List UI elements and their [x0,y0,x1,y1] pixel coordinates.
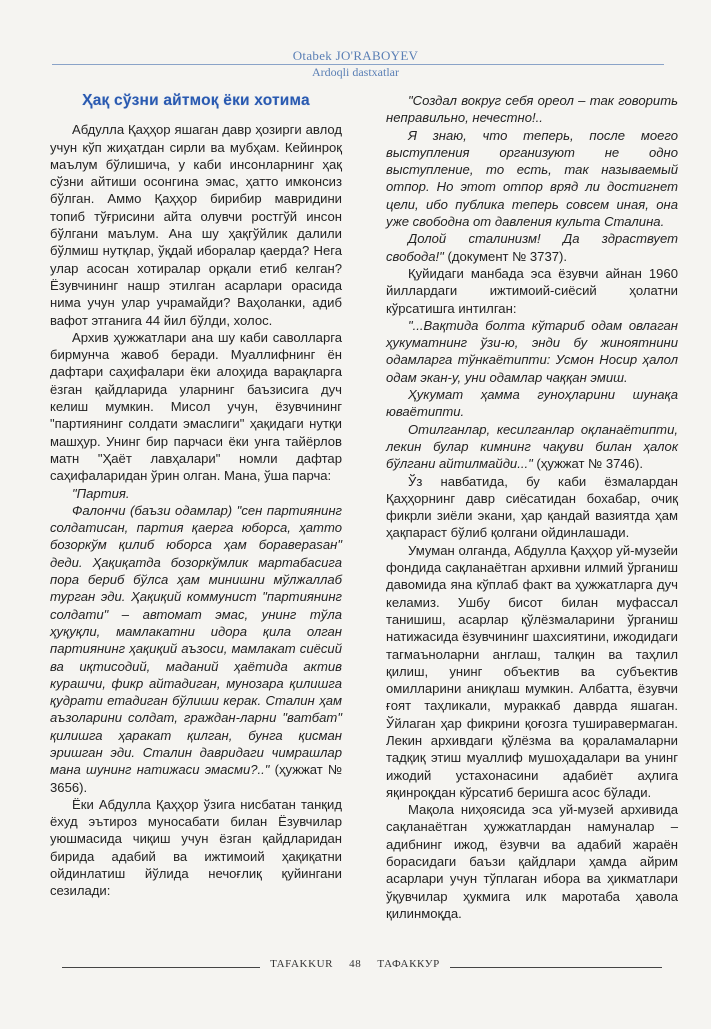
page-header [0,48,711,80]
quote-paragraph [386,421,678,473]
left-column [50,92,342,900]
quote-line: "Создал вокруг себя ореол – так говорить неправильно, нечестно!.. [386,93,678,126]
paragraph: Мақола ниҳоясида эса уй-музей архивида сақланаётган ҳужжатлардан намуналар – адибнинг ижод, ёзувчи ва адабий жараён борасидаги баъзи қайдлари ҳамда айрим асарлари учун тўплаган ибора ва ҳикматлари ўқувчилар ҳукмига илк маротаба ҳавола қилинмоқда. [386,802,678,921]
citation: (ҳужжат № 3746). [532,456,643,472]
quote-text: Отилганлар, кесилганлар оқланаётипти, лекин булар кимнинг чақуви билан ҳалок бўлгани айтилмайди..." [386,421,678,472]
quote-paragraph [50,502,342,796]
footer-rule-left [62,967,260,968]
footer-rule-right [450,967,662,968]
header-rule [52,64,664,65]
paragraph: Абдулла Қаҳҳор яшаган давр ҳозирги авлод учун кўп жиҳатдан сирли ва мубҳам. Кейинроқ маълум бўлишича, у каби инсонларнинг ҳақ сўзни айтиши осонгина эмас, ҳатто имконсиз бўлган. Аммо Қаҳҳор бирибир мавридини топиб тўғрисини айта олувчи ростгўй инсон бўлгани маълум. Ана шу ҳақгўйлик далили бўлмиш нутқлар, ўқдай иборалар қаерда? Нега улар асосан хотиралар орқали етиб келган? Ёзувчининг нашр этилган асарлари орасида нима учун улар учрамайди? Ваҳоланки, адиб вафот этганига 44 йил бўлди, холос. [50,122,342,328]
quote-paragraph [386,230,678,265]
article-title: Ҳақ сўзни айтмоқ ёки хотима [82,92,310,109]
paragraph: Ёки Абдулла Қаҳҳор ўзига нисбатан танқид ёхуд эътироз муносабати билан Ёзувчилар уюшмасида чиқиш учун ёзган қайдларидан бирида адабий ва ижтимоий ҳақиқатни ойдинлатиш йўлида нечоғлиқ қуйингани сезилади: [50,796,342,899]
page-number: 48 [349,958,362,970]
quote-text: Фалончи (баъзи одамлар) "сен партиянинг солдатисан, партия қаерга юборса, ҳатто бозоркўм қилиб юборса ҳам боравераsан" деди. Ҳақиқатда бозоркўмлик мартабасига пора бериб бўлса ҳам минишни мўлжаллаб турган эди. Ҳақиқий коммунист "партиянинг солдати" – автомат эмас, унинг тўла ҳуқуқли, мамлакатни идора қила олган партиянинг ҳақиқий аъзоси, мамлакат сиёсий ва иқтисодий, маданий ҳаётида актив курашчи, фикр айтадиган, мунозара қилишга қудрати етадиган бўлиши керак. Сталин ҳам аъзоларини солдат, граждан-ларни "ватбат" қилишга ҳаракат қилган, бунга қисман эришган эди. Сталин давридаги чимрашлар мана шунинг натижаси эмасми?.." [50,502,342,778]
header-author: Otabek JO'RABOYEV [292,48,419,63]
footer-right-label: ТАФАККУР [377,958,440,970]
paragraph: Ўз навбатида, бу каби ёзмалардан Қаҳҳорнинг давр сиёсатидан бохабар, очиқ фикрли зиёли экани, ҳар қандай вазиятда ҳам ҳақпараст бўлиб қолгани ойдинлашади. [386,473,678,541]
footer-left-label: TAFAKKUR [270,958,334,970]
right-column [386,92,678,922]
header-series: Ardoqli dastxatlar [312,65,399,79]
citation: (ҳужжат № 3656). [50,762,343,795]
quote-text: Долой сталинизм! Да здраствует свобода!" [386,231,678,264]
citation: (документ № 3737). [443,248,568,264]
paragraph: Қуйидаги манбада эса ёзувчи айнан 1960 йиллардаги ижтимоий-сиёсий ҳолатни кўрсатишга интилган: [386,265,678,316]
quote-line: "...Вақтида болта кўтариб одам овлаган ҳукуматнинг ўзи-ю, энди бу жиноятнини одамларга тўнкаётипти: Усмон Носир ҳалол одам экан-у, уни одамлар чаққан эмиш. [386,317,678,385]
quote-line: "Партия. [72,485,130,501]
paragraph: Умуман олганда, Абдулла Қаҳҳор уй-музейи фондида сақланаётган архивни илмий ўрганиш давомида яна кўплаб факт ва ҳужжатларга дуч келамиз. Ушбу бисот билан муфассал танишиш, асарлар қўлёзмаларини ўрганиш натижасида ёзувчининг шахсиятини, ижодидаги тагмаъноларни англаш, талқин ва таҳлил қилиш, унинг объектив ва субъектив омилларини аниқлаш мумкин. Албатта, ёзувчи ғоят таҳликали, мураккаб даврда яшаган. Ўйлаган ҳар фикрини қоғозга туширавермаган. Лекин архивдаги қўлёзма ва қораламаларни тадқиқ этиш муаллиф мушоҳадалари ва унинг ижодий устахонасини адабиёт аҳлига яқинроқдан кўрсатиб беришга асос бўлади. [386,542,678,800]
page-footer [0,958,711,978]
paragraph: Архив ҳужжатлари ана шу каби саволларга бирмунча жавоб беради. Муаллифнинг ён дафтари саҳифалари ёки алоҳида варақларга ёзган қайдларида уларнинг баъзисига дуч келиш мумкин. Мисол учун, ёзувчининг "партиянинг солдати эмаслиги" ҳақидаги нутқи машҳур. Унинг бир парчаси ёки унга тайёрлов матн "Ҳаёт лавҳалари" номли дафтар саҳифаларидан ўрин олган. Мана, ўша парча: [50,329,342,484]
quote-line: Ҳукумат ҳамма гуноҳларини шунақа юваётипти. [386,387,678,420]
footer-text [262,958,448,970]
quote-line: Я знаю, что теперь, после моего выступления организуют не одно выступление, то есть, так называемый отпор. Но этот отпор вряд ли достигнет цели, ибо публика теперь совсем иная, она уже свободна от давления культа Сталина. [386,127,678,230]
